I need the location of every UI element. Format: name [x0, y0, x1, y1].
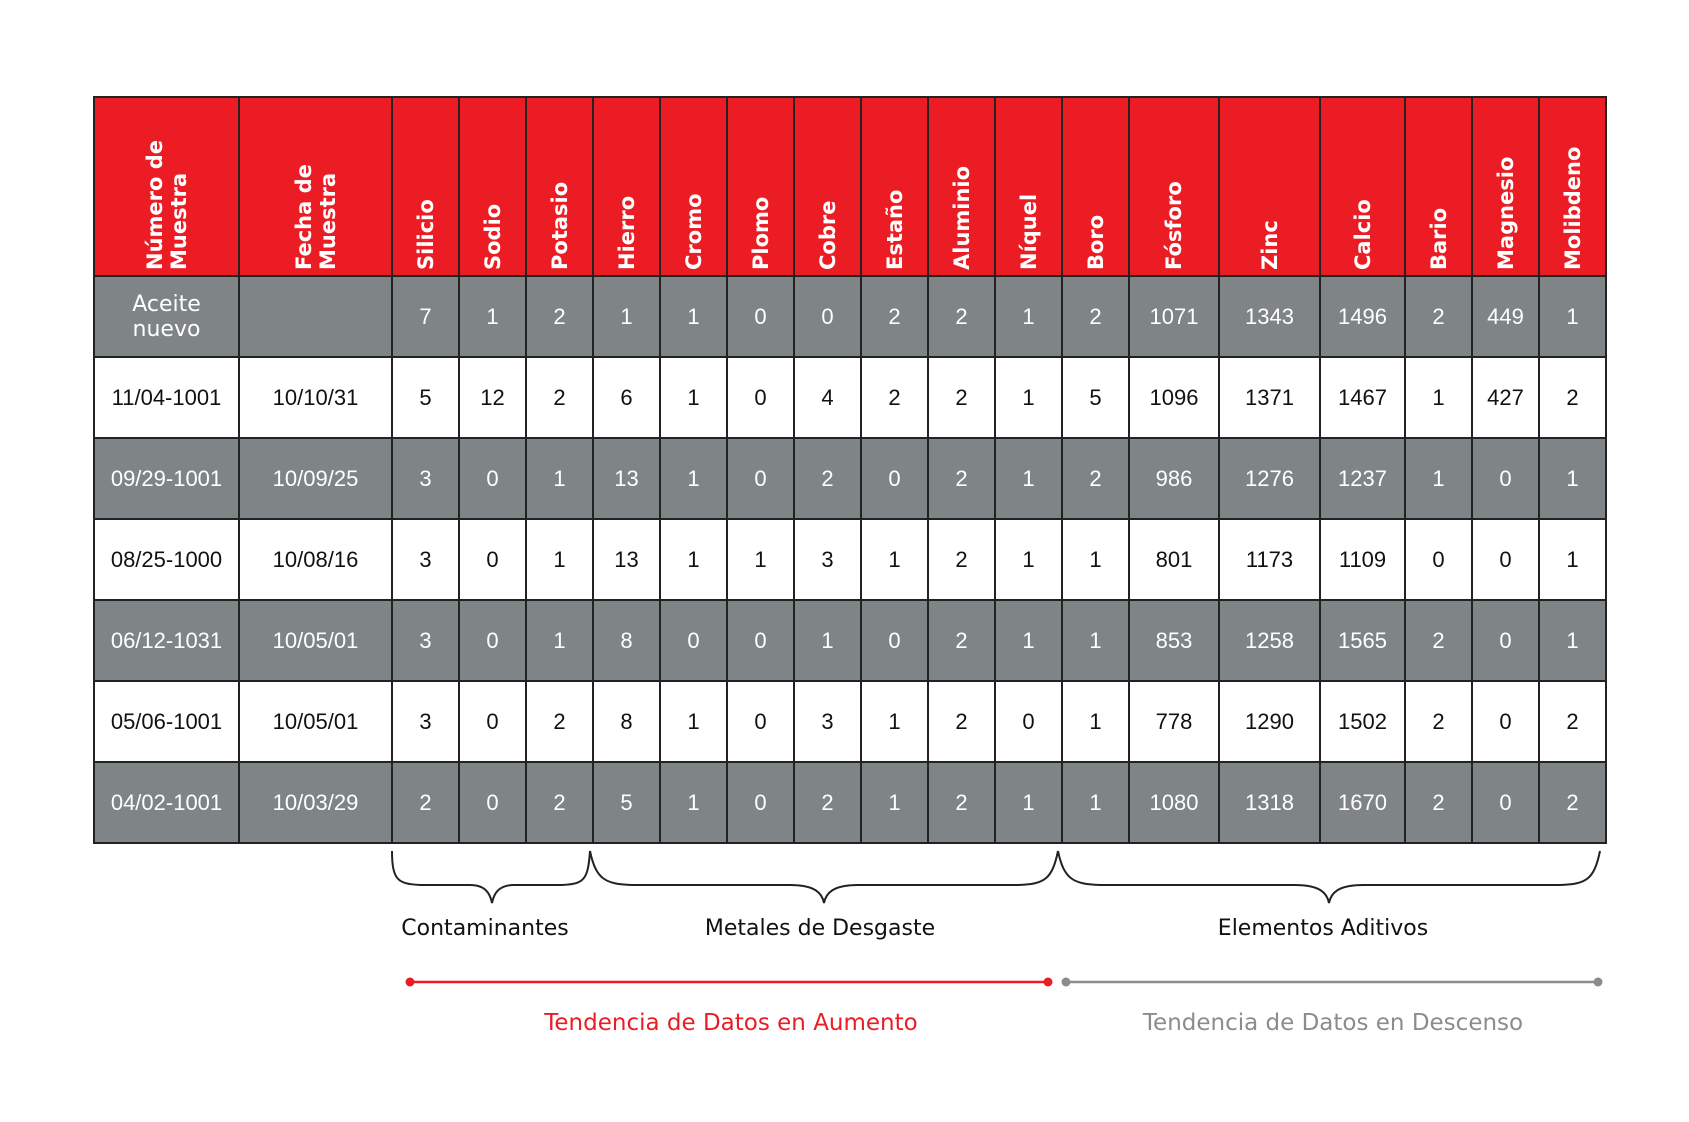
- value-cell: 2: [928, 276, 995, 357]
- contaminants-brace: [392, 851, 590, 903]
- column-header-label: Número de Muestra: [142, 139, 191, 270]
- value-cell: 1: [995, 438, 1062, 519]
- sample-date-cell: 10/09/25: [239, 438, 392, 519]
- value-cell: 0: [727, 438, 794, 519]
- column-header-label: Fósforo: [1162, 181, 1186, 270]
- value-cell: 2: [1405, 276, 1472, 357]
- value-cell: 0: [861, 438, 928, 519]
- value-cell: 1: [995, 600, 1062, 681]
- decreasing-trend-start-dot: [1062, 978, 1071, 987]
- value-cell: 1: [660, 357, 727, 438]
- value-cell: 0: [794, 276, 861, 357]
- value-cell: 2: [1062, 438, 1129, 519]
- value-cell: 1: [593, 276, 660, 357]
- value-cell: 1: [995, 519, 1062, 600]
- value-cell: 0: [1472, 762, 1539, 843]
- value-cell: 0: [727, 357, 794, 438]
- value-cell: 1: [1062, 681, 1129, 762]
- value-cell: 3: [392, 438, 459, 519]
- value-cell: 1: [995, 276, 1062, 357]
- value-cell: 1080: [1129, 762, 1219, 843]
- sample-number-cell: 04/02-1001: [94, 762, 239, 843]
- value-cell: 1: [1062, 600, 1129, 681]
- value-cell: 2: [928, 438, 995, 519]
- sample-number-cell: 05/06-1001: [94, 681, 239, 762]
- additives-label: Elementos Aditivos: [1217, 916, 1429, 941]
- value-cell: 1: [1539, 600, 1606, 681]
- sample-date-cell: 10/03/29: [239, 762, 392, 843]
- value-cell: 778: [1129, 681, 1219, 762]
- column-header-label: Sodio: [480, 203, 505, 270]
- value-cell: 0: [459, 519, 526, 600]
- value-cell: 2: [526, 357, 593, 438]
- value-cell: 1: [995, 762, 1062, 843]
- value-cell: 1: [459, 276, 526, 357]
- value-cell: 2: [1405, 762, 1472, 843]
- value-cell: 1276: [1219, 438, 1320, 519]
- value-cell: 0: [1472, 519, 1539, 600]
- value-cell: 2: [794, 438, 861, 519]
- sample-date-cell: 10/10/31: [239, 357, 392, 438]
- column-header-label: Plomo: [748, 196, 773, 270]
- value-cell: 0: [1405, 519, 1472, 600]
- value-cell: 0: [459, 438, 526, 519]
- column-header-label: Cobre: [815, 200, 840, 270]
- value-cell: 2: [928, 357, 995, 438]
- value-cell: 1: [1539, 276, 1606, 357]
- value-cell: 2: [1405, 681, 1472, 762]
- value-cell: 1: [660, 681, 727, 762]
- value-cell: 2: [1539, 762, 1606, 843]
- value-cell: 2: [861, 276, 928, 357]
- value-cell: 0: [727, 681, 794, 762]
- additives-brace: [1058, 851, 1600, 903]
- column-header-label: Magnesio: [1493, 156, 1518, 270]
- value-cell: 0: [1472, 600, 1539, 681]
- value-cell: 8: [593, 681, 660, 762]
- sample-number-cell: 11/04-1001: [94, 357, 239, 438]
- value-cell: 0: [459, 681, 526, 762]
- value-cell: 1: [1405, 438, 1472, 519]
- new-oil-label: Aceite nuevo: [94, 276, 239, 357]
- value-cell: 8: [593, 600, 660, 681]
- column-header-label: Hierro: [614, 195, 639, 270]
- value-cell: 1: [660, 519, 727, 600]
- column-header-label: Potasio: [547, 181, 572, 270]
- value-cell: 2: [526, 762, 593, 843]
- column-header-label: Calcio: [1350, 199, 1375, 270]
- value-cell: 0: [727, 762, 794, 843]
- wear-metals-label: Metales de Desgaste: [704, 916, 936, 941]
- value-cell: 1: [660, 762, 727, 843]
- value-cell: 1: [1405, 357, 1472, 438]
- value-cell: 12: [459, 357, 526, 438]
- value-cell: 0: [995, 681, 1062, 762]
- value-cell: 0: [1472, 438, 1539, 519]
- value-cell: 1290: [1219, 681, 1320, 762]
- value-cell: 853: [1129, 600, 1219, 681]
- value-cell: 2: [928, 519, 995, 600]
- value-cell: 0: [459, 762, 526, 843]
- value-cell: 2: [392, 762, 459, 843]
- value-cell: 5: [392, 357, 459, 438]
- value-cell: 2: [1539, 357, 1606, 438]
- value-cell: 7: [392, 276, 459, 357]
- value-cell: 1: [1539, 519, 1606, 600]
- increasing-trend-start-dot: [406, 978, 415, 987]
- column-header-label: Boro: [1083, 214, 1108, 270]
- value-cell: 0: [727, 276, 794, 357]
- value-cell: 1237: [1320, 438, 1405, 519]
- value-cell: 1: [526, 438, 593, 519]
- sample-date-cell: 10/05/01: [239, 600, 392, 681]
- sample-number-cell: 08/25-1000: [94, 519, 239, 600]
- value-cell: 1502: [1320, 681, 1405, 762]
- value-cell: 3: [794, 681, 861, 762]
- value-cell: 1: [660, 276, 727, 357]
- value-cell: 1: [794, 600, 861, 681]
- value-cell: 1: [526, 600, 593, 681]
- value-cell: 2: [526, 681, 593, 762]
- value-cell: 1: [727, 519, 794, 600]
- value-cell: 0: [1472, 681, 1539, 762]
- value-cell: 5: [1062, 357, 1129, 438]
- value-cell: 1343: [1219, 276, 1320, 357]
- value-cell: 3: [794, 519, 861, 600]
- value-cell: 2: [794, 762, 861, 843]
- value-cell: 1: [526, 519, 593, 600]
- column-header-label: Silicio: [413, 199, 438, 270]
- value-cell: 2: [928, 762, 995, 843]
- value-cell: 0: [861, 600, 928, 681]
- increasing-trend-end-dot: [1044, 978, 1053, 987]
- value-cell: 1371: [1219, 357, 1320, 438]
- value-cell: 1: [1062, 519, 1129, 600]
- value-cell: 2: [928, 681, 995, 762]
- value-cell: 6: [593, 357, 660, 438]
- column-header-label: Molibdeno: [1560, 146, 1585, 270]
- column-header-label: Zinc: [1257, 220, 1282, 270]
- value-cell: 1: [861, 762, 928, 843]
- value-cell: 4: [794, 357, 861, 438]
- value-cell: 1: [995, 357, 1062, 438]
- value-cell: 2: [1405, 600, 1472, 681]
- sample-date-cell: 10/08/16: [239, 519, 392, 600]
- value-cell: 3: [392, 600, 459, 681]
- wear-metals-brace: [590, 851, 1058, 903]
- value-cell: 1: [861, 519, 928, 600]
- column-header-label: Fecha de Muestra: [291, 164, 340, 270]
- sample-number-cell: 06/12-1031: [94, 600, 239, 681]
- column-header-label: Aluminio: [949, 165, 974, 270]
- column-header-label: Cromo: [681, 193, 706, 270]
- contaminants-label: Contaminantes: [401, 916, 569, 941]
- value-cell: 2: [1062, 276, 1129, 357]
- value-cell: 801: [1129, 519, 1219, 600]
- increasing-trend-label: Tendencia de Datos en Aumento: [544, 1010, 918, 1036]
- value-cell: 449: [1472, 276, 1539, 357]
- value-cell: 1173: [1219, 519, 1320, 600]
- value-cell: 1: [1062, 762, 1129, 843]
- decreasing-trend-label: Tendencia de Datos en Descenso: [1142, 1010, 1524, 1036]
- value-cell: 3: [392, 519, 459, 600]
- value-cell: 1: [1539, 438, 1606, 519]
- value-cell: 1: [861, 681, 928, 762]
- column-header-label: Estaño: [882, 189, 907, 270]
- value-cell: 1071: [1129, 276, 1219, 357]
- sample-date-cell: 10/05/01: [239, 681, 392, 762]
- value-cell: 2: [1539, 681, 1606, 762]
- value-cell: 13: [593, 519, 660, 600]
- value-cell: 1670: [1320, 762, 1405, 843]
- value-cell: 1: [660, 438, 727, 519]
- column-header-label: Níquel: [1016, 193, 1041, 270]
- value-cell: 1496: [1320, 276, 1405, 357]
- value-cell: 2: [861, 357, 928, 438]
- sample-number-cell: 09/29-1001: [94, 438, 239, 519]
- value-cell: 0: [660, 600, 727, 681]
- value-cell: 13: [593, 438, 660, 519]
- value-cell: 1096: [1129, 357, 1219, 438]
- value-cell: 1467: [1320, 357, 1405, 438]
- value-cell: 986: [1129, 438, 1219, 519]
- value-cell: 2: [526, 276, 593, 357]
- value-cell: 1565: [1320, 600, 1405, 681]
- column-header-label: Bario: [1426, 207, 1451, 270]
- value-cell: 1258: [1219, 600, 1320, 681]
- value-cell: 1109: [1320, 519, 1405, 600]
- value-cell: 0: [727, 600, 794, 681]
- decreasing-trend-end-dot: [1594, 978, 1603, 987]
- value-cell: 0: [459, 600, 526, 681]
- value-cell: 427: [1472, 357, 1539, 438]
- value-cell: 5: [593, 762, 660, 843]
- value-cell: 1318: [1219, 762, 1320, 843]
- value-cell: 3: [392, 681, 459, 762]
- value-cell: 2: [928, 600, 995, 681]
